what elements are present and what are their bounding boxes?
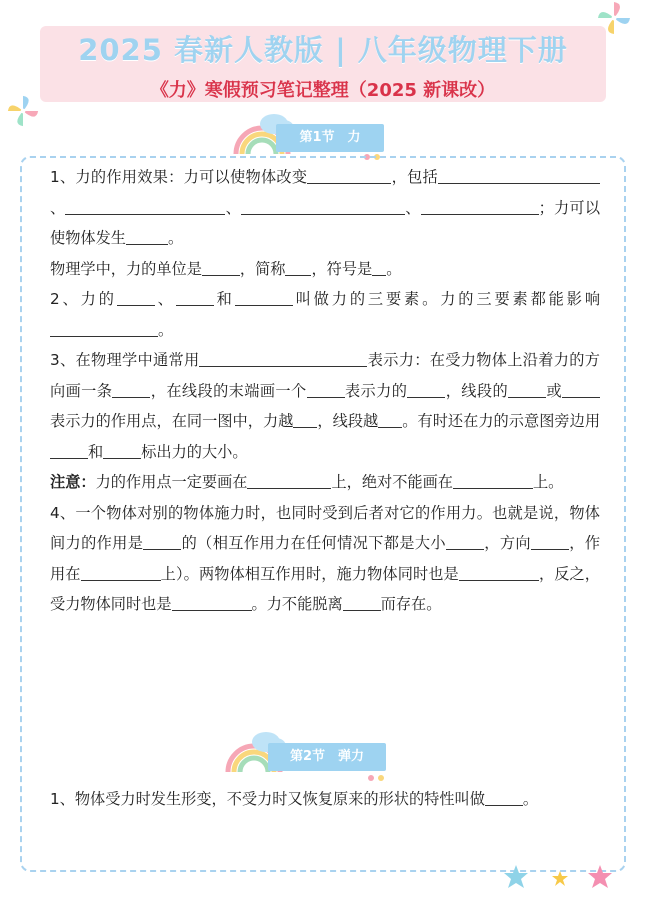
- paragraph-2-1: 1、物体受力时发生形变，不受力时又恢复原来的形状的特性叫做 。: [50, 784, 600, 815]
- pinwheel-icon: [6, 94, 40, 128]
- section-label-2: 第2节 弹力: [268, 743, 386, 771]
- pinwheel-icon: [596, 0, 632, 36]
- paragraph-1-3: 2、力的 、 和 叫做力的三要素。力的三要素都能影响。: [50, 284, 600, 345]
- page-subtitle: 《力》寒假预习笔记整理（2025 新课改）: [150, 80, 496, 101]
- paragraph-1-1: 1、力的作用效果：力可以使物体改变 ，包括、 、 、 ；力可以使物体发生 。: [50, 162, 600, 254]
- paragraph-1-5: 注意：力的作用点一定要画在 上，绝对不能画在 上。: [50, 467, 600, 498]
- paragraph-1-2: 物理学中，力的单位是 ，简称 ，符号是 。: [50, 254, 600, 285]
- paragraph-1-4: 3、在物理学中通常用 表示力：在受力物体上沿着力的方向画一条 ，在线段的末端画一个 表示力的 ，线段的 或表示力的作用点，在同一图中，力越 ，线段越 。有时还在力的示意图旁边用和 标出力的大小。: [50, 345, 600, 467]
- section-2-content: [50, 784, 600, 815]
- star-decoration-icon: [502, 862, 620, 894]
- section-1-content: [50, 162, 600, 620]
- page-title: 2025 春新人教版 | 八年级物理下册: [78, 33, 568, 67]
- section-label-1: 第1节 力: [276, 124, 384, 152]
- paragraph-1-6: 4、一个物体对别的物体施力时，也同时受到后者对它的作用力。也就是说，物体间力的作用是 的（相互作用力在任何情况下都是大小 ，方向 ，作用在 上）。两物体相互作用时，施力物体同时也是 ，反之，受力物体同时也是 。力不能脱离 而存在。: [50, 503, 601, 613]
- decorative-dots: [366, 773, 390, 783]
